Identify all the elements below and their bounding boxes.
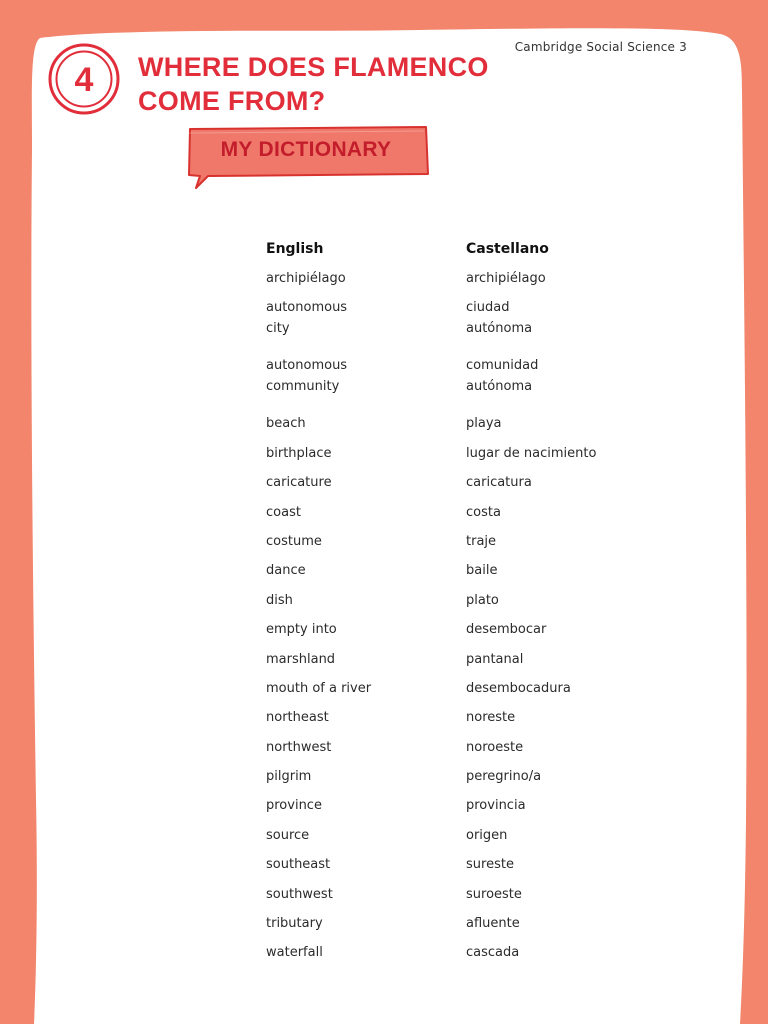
castellano-term: [466, 502, 666, 531]
english-term: [266, 560, 466, 589]
castellano-term-line: ciudad: [466, 300, 510, 316]
english-term: [266, 678, 466, 707]
castellano-term-line: playa: [466, 416, 502, 432]
castellano-term: [466, 884, 666, 913]
english-term-line: mouth of a river: [266, 680, 372, 696]
english-term-line: costume: [266, 533, 322, 549]
castellano-term-line: cascada: [466, 945, 520, 961]
castellano-term: [466, 413, 666, 442]
english-term-line: northwest: [266, 739, 332, 755]
castellano-term: [466, 678, 666, 707]
english-term: [266, 884, 466, 913]
dictionary-table: [266, 239, 666, 972]
english-term-line: archipiélago: [266, 271, 346, 286]
castellano-term: [466, 707, 666, 736]
dictionary-entry-row: [266, 560, 666, 589]
castellano-term: [466, 737, 666, 766]
castellano-term: [466, 766, 666, 795]
title-line: WHERE DOES FLAMENCO: [138, 52, 489, 82]
english-term-line: beach: [266, 416, 306, 432]
castellano-term: [466, 443, 666, 472]
english-term: [266, 795, 466, 824]
english-term-line: birthplace: [266, 445, 332, 461]
castellano-column-header: Castellano: [466, 241, 549, 257]
english-term: [266, 737, 466, 766]
castellano-term: [466, 531, 666, 560]
dictionary-entry-row: [266, 413, 666, 442]
castellano-term-line: autónoma: [466, 379, 533, 395]
castellano-term-line: desembocar: [466, 622, 547, 638]
unit-number: 4: [74, 61, 94, 99]
english-term-line: pilgrim: [266, 769, 312, 785]
english-term-line: empty into: [266, 622, 337, 638]
english-term-line: city: [266, 321, 290, 337]
castellano-term-line: lugar de nacimiento: [466, 445, 597, 461]
title-line: COME FROM?: [138, 86, 326, 116]
dictionary-entry-row: [266, 443, 666, 472]
castellano-term: [466, 619, 666, 648]
english-term: [266, 913, 466, 942]
castellano-term: [466, 795, 666, 824]
dictionary-entry-row: [266, 795, 666, 824]
castellano-term-line: desembocadura: [466, 680, 571, 696]
castellano-term-line: noreste: [466, 710, 516, 726]
english-term: [266, 854, 466, 883]
english-term-line: coast: [266, 504, 301, 520]
publisher-name: Cambridge Social Science 3: [514, 40, 687, 54]
english-column-header: English: [266, 241, 324, 257]
english-term-line: tributary: [266, 916, 323, 932]
english-term: [266, 590, 466, 619]
castellano-term: [466, 472, 666, 501]
dictionary-entry-row: [266, 472, 666, 501]
dictionary-entry-row: [266, 678, 666, 707]
english-term: [266, 502, 466, 531]
dictionary-entry-row: [266, 913, 666, 942]
dictionary-entry-row: [266, 297, 666, 347]
english-term-line: dance: [266, 563, 306, 579]
dictionary-entry-row: [266, 268, 666, 297]
castellano-term-line: sureste: [466, 857, 514, 873]
castellano-term-line: noroeste: [466, 739, 524, 755]
castellano-term: [466, 649, 666, 678]
english-term: [266, 413, 466, 442]
castellano-term-line: origen: [466, 827, 508, 843]
english-term: [266, 472, 466, 501]
english-term-line: southeast: [266, 857, 331, 873]
castellano-term: [466, 590, 666, 619]
castellano-term-line: caricatura: [466, 475, 532, 491]
english-term-line: province: [266, 798, 322, 814]
castellano-term: [466, 854, 666, 883]
dictionary-entry-row: [266, 707, 666, 736]
english-term-line: dish: [266, 592, 293, 608]
english-term-line: autonomous: [266, 358, 348, 374]
english-term-line: community: [266, 379, 340, 395]
dictionary-entry-row: [266, 766, 666, 795]
english-term: [266, 268, 466, 297]
castellano-term-line: baile: [466, 563, 498, 579]
castellano-term: [466, 913, 666, 942]
english-term: [266, 619, 466, 648]
unit-number-badge: [44, 42, 124, 116]
english-term-line: caricature: [266, 475, 332, 491]
dictionary-entries: [266, 268, 666, 972]
english-term-line: southwest: [266, 886, 333, 902]
castellano-term-line: autónoma: [466, 321, 533, 337]
section-speech-bubble: [186, 126, 432, 192]
english-term: [266, 531, 466, 560]
english-term: [266, 707, 466, 736]
page-title: [138, 50, 489, 118]
castellano-term: [466, 825, 666, 854]
english-term: [266, 766, 466, 795]
dictionary-entry-row: [266, 531, 666, 560]
castellano-term-line: costa: [466, 504, 501, 520]
castellano-term-line: comunidad: [466, 358, 539, 374]
dictionary-entry-row: [266, 502, 666, 531]
english-term: [266, 942, 466, 971]
castellano-term-line: archipiélago: [466, 271, 546, 286]
castellano-term-line: peregrino/a: [466, 769, 542, 785]
english-term: [266, 355, 466, 405]
dictionary-entry-row: [266, 825, 666, 854]
english-term: [266, 297, 466, 347]
castellano-term: [466, 355, 666, 405]
castellano-term: [466, 297, 666, 347]
dictionary-entry-row: [266, 854, 666, 883]
english-term: [266, 649, 466, 678]
castellano-term-line: afluente: [466, 916, 520, 932]
castellano-term-line: plato: [466, 592, 499, 608]
castellano-term: [466, 268, 666, 297]
english-term-line: northeast: [266, 710, 329, 726]
castellano-term: [466, 560, 666, 589]
castellano-term: [466, 942, 666, 971]
english-term-line: source: [266, 827, 310, 843]
dictionary-entry-row: [266, 942, 666, 971]
dictionary-entry-row: [266, 355, 666, 405]
english-term-line: marshland: [266, 651, 336, 667]
english-term-line: waterfall: [266, 945, 323, 961]
english-term-line: autonomous: [266, 300, 348, 316]
dictionary-entry-row: [266, 619, 666, 648]
dictionary-entry-row: [266, 737, 666, 766]
castellano-term-line: suroeste: [466, 886, 522, 902]
english-term: [266, 825, 466, 854]
dictionary-entry-row: [266, 649, 666, 678]
castellano-term-line: provincia: [466, 798, 526, 814]
section-label: MY DICTIONARY: [220, 138, 392, 161]
dictionary-entry-row: [266, 884, 666, 913]
dictionary-header-row: [266, 239, 666, 268]
english-term: [266, 443, 466, 472]
dictionary-entry-row: [266, 590, 666, 619]
castellano-term-line: pantanal: [466, 651, 524, 667]
castellano-term-line: traje: [466, 533, 497, 549]
